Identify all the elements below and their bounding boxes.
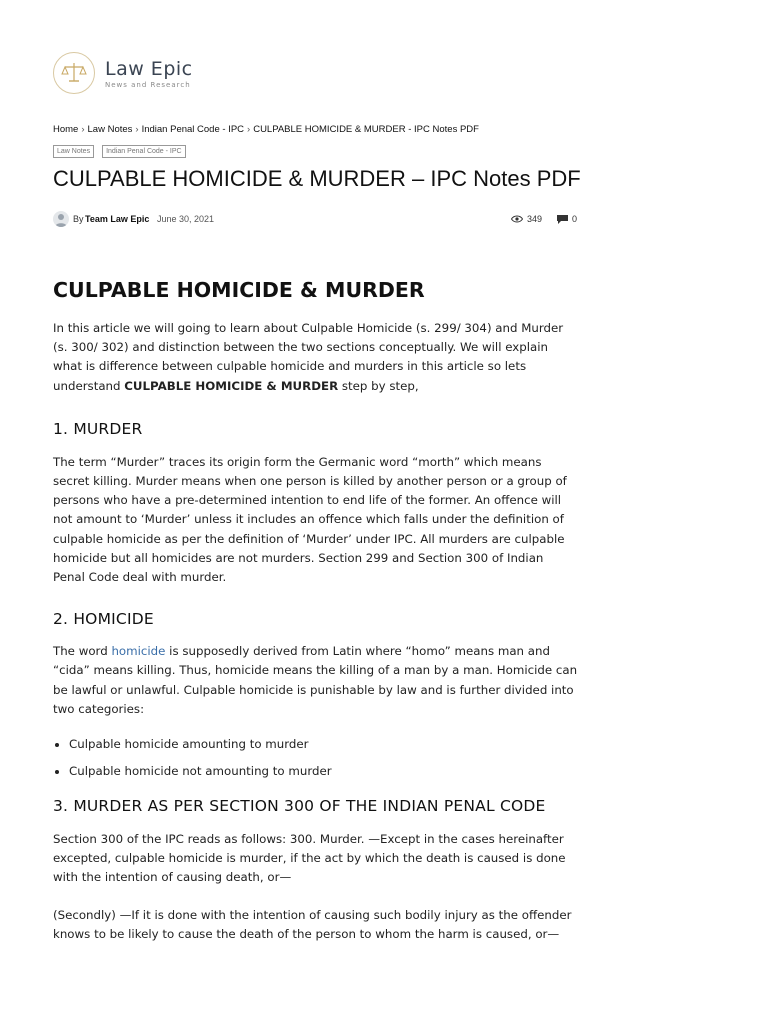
site-name: Law Epic <box>105 57 193 80</box>
homicide-text-a: The word <box>53 644 112 659</box>
view-count <box>511 214 542 224</box>
comment-count[interactable] <box>557 214 577 224</box>
breadcrumb-ipc[interactable]: Indian Penal Code - IPC <box>141 124 245 135</box>
page-title: CULPABLE HOMICIDE & MURDER – IPC Notes PDF <box>53 166 581 191</box>
section-heading-homicide: 2. HOMICIDE <box>53 610 154 629</box>
breadcrumb <box>53 124 479 135</box>
list-item: • Culpable homicide amounting to murder <box>69 735 579 754</box>
view-count-value: 349 <box>526 214 542 224</box>
chevron-right-icon: › <box>247 124 251 135</box>
category-tags <box>53 145 186 158</box>
author-link[interactable]: Team Law Epic <box>85 214 150 224</box>
article-heading: CULPABLE HOMICIDE & MURDER <box>53 278 425 302</box>
avatar[interactable] <box>53 211 69 227</box>
breadcrumb-law-notes[interactable]: Law Notes <box>87 124 133 135</box>
section-300-paragraph: Section 300 of the IPC reads as follows: 300. Murder. —Except in the cases hereinafter excepted, culpable homicide is murder, if the act by which the death is caused is done with the intention of causing death, or— <box>53 832 566 885</box>
intro-paragraph <box>53 319 579 396</box>
homicide-link[interactable]: homicide <box>111 644 166 659</box>
homicide-text-b: is supposedly derived from Latin where “homo” means man and “cida” means killing. Thus, homicide means the killing of a man by a man. Homicide can be lawful or unlawful. Culpable homicide is punishable by law and is further divided into two categories: <box>53 644 578 716</box>
intro-text: In this article we will going to learn about Culpable Homicide (s. 299/ 304) and Murder (s. 300/ 302) and distinction between the two sections conceptually. We will explain what is difference between culpable homicide and murders in this article so lets understand <box>53 321 564 393</box>
by-label: By <box>73 214 84 224</box>
intro-bold: CULPABLE HOMICIDE & MURDER <box>124 378 339 393</box>
chevron-right-icon: › <box>135 124 139 135</box>
homicide-categories-list <box>53 735 579 781</box>
tag-ipc[interactable]: Indian Penal Code - IPC <box>102 145 186 158</box>
tag-law-notes[interactable]: Law Notes <box>53 145 94 158</box>
site-tagline: News and Research <box>105 80 191 89</box>
list-item: • Culpable homicide not amounting to murder <box>69 762 579 781</box>
site-logo[interactable] <box>53 52 193 94</box>
comment-count-value: 0 <box>571 214 577 224</box>
breadcrumb-home[interactable]: Home <box>53 124 79 135</box>
scales-of-justice-icon <box>53 52 95 94</box>
homicide-paragraph <box>53 642 579 719</box>
post-meta <box>53 211 577 227</box>
article-body <box>53 276 579 944</box>
murder-paragraph: The term “Murder” traces its origin form the Germanic word “morth” which means secret killing. Murder means when one person is killed by another person or a group of persons who have a pre-determined intention to end life of the former. An offence will not amount to ‘Murder’ unless it includes an offence which falls under the definition of culpable homicide as per the definition of ‘Murder’ under IPC. All murders are culpable homicide but all homicides are not murders. Section 299 and Section 300 of Indian Penal Code deal with murder. <box>53 454 567 585</box>
breadcrumb-current: CULPABLE HOMICIDE & MURDER - IPC Notes PDF <box>253 124 479 135</box>
post-date: June 30, 2021 <box>157 214 215 224</box>
intro-end: step by step, <box>338 378 419 393</box>
section-300-secondly-paragraph: (Secondly) —If it is done with the intention of causing such bodily injury as the offender knows to be likely to cause the death of the person to whom the harm is caused, or— <box>53 907 572 941</box>
chevron-right-icon: › <box>81 124 85 135</box>
section-heading-section-300: 3. MURDER AS PER SECTION 300 OF THE INDIAN PENAL CODE <box>53 797 546 816</box>
eye-icon <box>511 215 523 223</box>
section-heading-murder: 1. MURDER <box>53 419 143 438</box>
comment-icon <box>557 215 568 224</box>
